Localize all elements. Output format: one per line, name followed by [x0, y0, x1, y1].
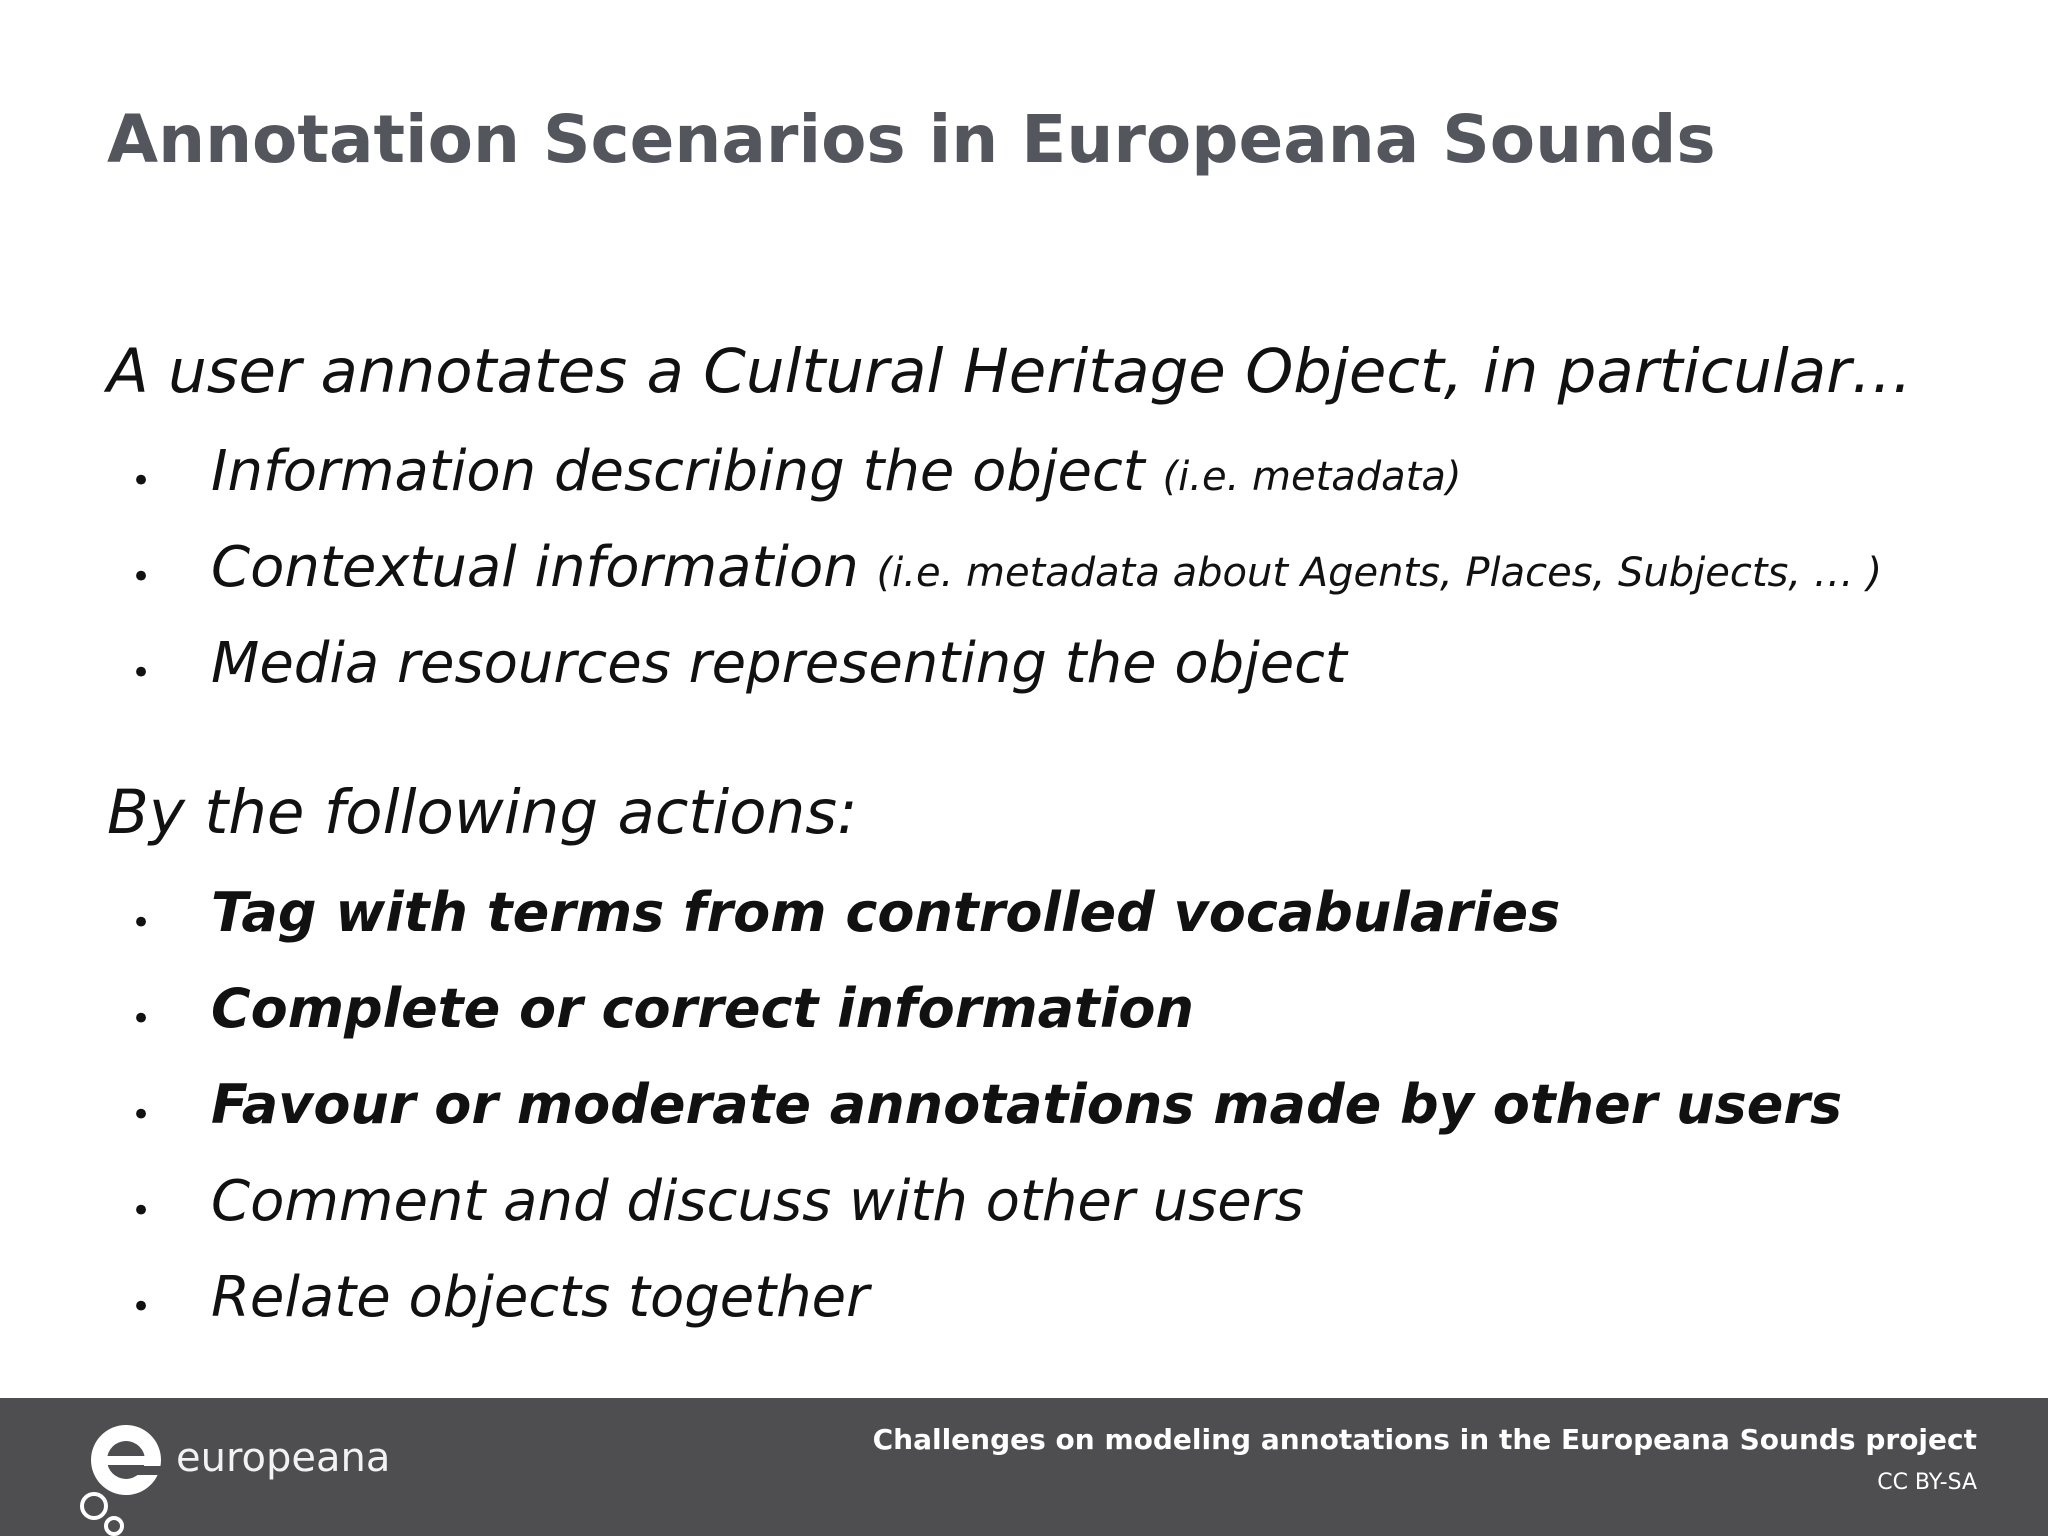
license-label: CC BY-SA — [1877, 1470, 1977, 1495]
presentation-title: Challenges on modeling annotations in the Europeana Sounds project — [872, 1423, 1977, 1456]
list-item-text: Relate objects together — [211, 1265, 870, 1330]
list-item-text: Favour or moderate annotations made by other users — [211, 1073, 1843, 1136]
list-item-text: Tag with terms from controlled vocabularies — [211, 881, 1561, 944]
list-item-text: Contextual information — [211, 535, 859, 600]
bullet-icon: • — [131, 461, 152, 501]
bullet-icon: • — [131, 1095, 152, 1135]
bullet-icon: • — [131, 653, 152, 693]
list-item-text: Information describing the object — [211, 439, 1145, 504]
list-item-text: Complete or correct information — [211, 977, 1194, 1040]
logo-wordmark: europeana — [176, 1435, 391, 1481]
bullet-icon: • — [131, 1191, 152, 1231]
section-intro: By the following actions: — [107, 777, 858, 848]
list-item-text: Media resources representing the object — [211, 631, 1347, 696]
list-item-note: (i.e. metadata about Agents, Places, Subjects, … ) — [876, 550, 1883, 596]
bullet-icon: • — [131, 999, 152, 1039]
bullet-icon: • — [131, 903, 152, 943]
slide-title: Annotation Scenarios in Europeana Sounds — [107, 101, 1716, 178]
list-item-text: Comment and discuss with other users — [211, 1169, 1304, 1234]
section-intro: A user annotates a Cultural Heritage Object, in particular… — [107, 336, 1913, 407]
list-item-note: (i.e. metadata) — [1162, 454, 1462, 500]
europeana-logo-icon — [76, 1412, 176, 1536]
bullet-icon: • — [131, 557, 152, 597]
europeana-logo — [76, 1412, 396, 1532]
bullet-icon: • — [131, 1287, 152, 1327]
footer-bar — [0, 1398, 2048, 1536]
